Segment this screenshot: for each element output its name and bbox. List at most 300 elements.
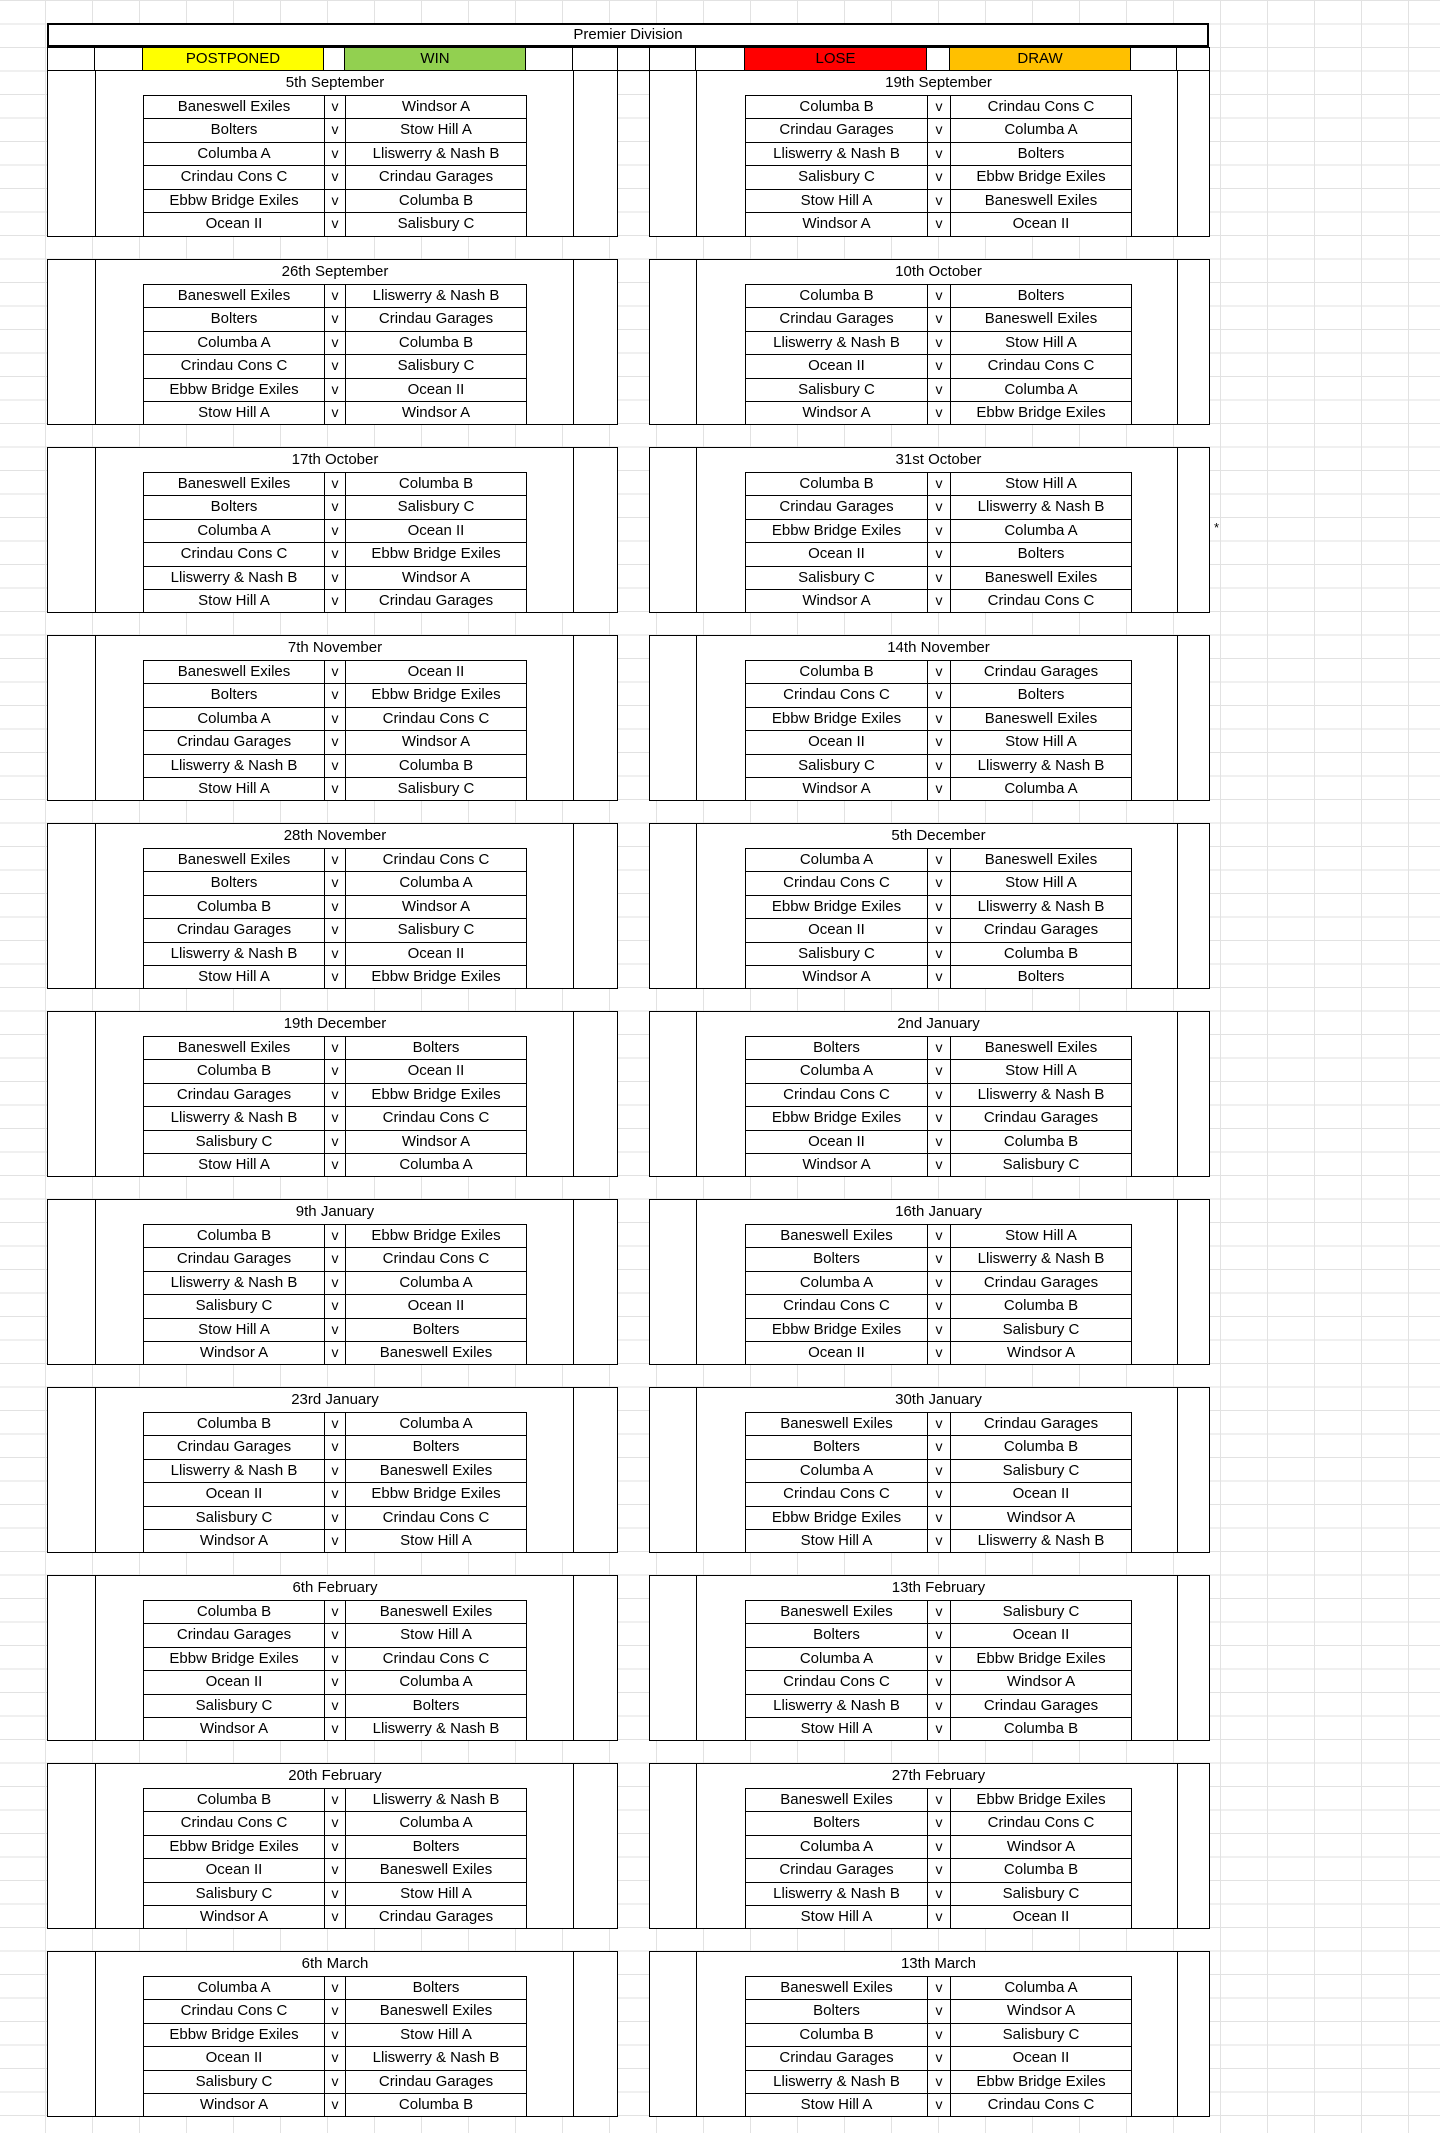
home-team: Lliswerry & Nash B xyxy=(773,333,900,351)
fixture-block xyxy=(47,1199,618,1365)
match-row xyxy=(48,1670,619,1693)
away-team: Baneswell Exiles xyxy=(379,1461,493,1479)
versus-marker: v xyxy=(331,191,339,208)
versus-marker: v xyxy=(935,2096,943,2112)
away-team: Salisbury C xyxy=(397,921,475,938)
versus-marker: v xyxy=(331,2049,339,2065)
home-team: Crindau Cons C xyxy=(783,686,890,703)
versus-marker: v xyxy=(331,333,339,350)
versus-marker: v xyxy=(331,568,339,585)
home-team: Ebbw Bridge Exiles xyxy=(169,2025,299,2043)
versus-marker: v xyxy=(935,2002,943,2018)
home-team: Ebbw Bridge Exiles xyxy=(169,380,299,398)
away-team: Ebbw Bridge Exiles xyxy=(976,168,1106,185)
away-team: Bolters xyxy=(412,1696,460,1714)
home-team: Ocean II xyxy=(205,1673,263,1690)
versus-marker: v xyxy=(935,1649,943,1666)
match-row xyxy=(650,118,1211,141)
match-row xyxy=(48,1059,619,1082)
away-team: Bolters xyxy=(412,1837,460,1855)
home-team: Ebbw Bridge Exiles xyxy=(169,1649,299,1667)
versus-marker: v xyxy=(935,474,943,491)
away-team: Lliswerry & Nash B xyxy=(977,1532,1105,1549)
match-row xyxy=(650,472,1211,495)
match-row xyxy=(650,1670,1211,1693)
home-team: Crindau Garages xyxy=(176,1438,292,1455)
home-team: Ocean II xyxy=(808,921,865,938)
versus-marker: v xyxy=(935,1696,943,1713)
versus-marker: v xyxy=(935,1109,943,1125)
versus-marker: v xyxy=(331,380,339,397)
away-team: Columba B xyxy=(1003,1438,1079,1455)
match-row xyxy=(48,1224,619,1247)
match-row xyxy=(48,2070,619,2093)
match-row xyxy=(650,1036,1211,1059)
home-team: Windsor A xyxy=(802,215,871,232)
match-row xyxy=(48,142,619,165)
away-team: Columba A xyxy=(1004,1978,1078,1996)
legend-spacer xyxy=(695,47,745,71)
fixture-date: 5th December xyxy=(891,827,986,844)
match-row xyxy=(48,942,619,965)
versus-marker: v xyxy=(331,498,339,514)
home-team: Lliswerry & Nash B xyxy=(773,2072,900,2090)
match-row xyxy=(650,95,1211,118)
home-team: Crindau Cons C xyxy=(180,2002,288,2019)
match-row xyxy=(48,1976,619,1999)
away-team: Windsor A xyxy=(1006,1837,1076,1855)
versus-marker: v xyxy=(935,498,943,514)
home-team: Bolters xyxy=(210,686,258,703)
versus-marker: v xyxy=(331,1297,339,1313)
match-row xyxy=(48,1294,619,1317)
versus-marker: v xyxy=(331,1884,339,1901)
versus-marker: v xyxy=(331,709,339,726)
away-team: Baneswell Exiles xyxy=(379,1602,493,1620)
away-team: Baneswell Exiles xyxy=(984,709,1098,727)
versus-marker: v xyxy=(935,1790,943,1807)
match-row xyxy=(650,1694,1211,1717)
away-team: Columba A xyxy=(1004,380,1078,398)
match-row xyxy=(48,2023,619,2046)
match-row xyxy=(650,1600,1211,1623)
home-team: Crindau Garages xyxy=(176,1085,292,1103)
versus-marker: v xyxy=(935,97,943,114)
home-team: Baneswell Exiles xyxy=(177,286,291,304)
home-team: Baneswell Exiles xyxy=(177,850,291,868)
away-team: Columba B xyxy=(398,474,474,492)
match-row xyxy=(650,1294,1211,1317)
versus-marker: v xyxy=(935,780,943,796)
versus-marker: v xyxy=(935,191,943,208)
versus-marker: v xyxy=(935,1884,943,1901)
home-team: Columba B xyxy=(799,2025,874,2043)
away-team: Baneswell Exiles xyxy=(984,850,1098,868)
match-row xyxy=(48,1153,619,1176)
home-team: Stow Hill A xyxy=(198,404,270,421)
away-team: Bolters xyxy=(1017,686,1065,703)
away-team: Stow Hill A xyxy=(1005,474,1077,492)
home-team: Ocean II xyxy=(808,357,865,374)
match-row xyxy=(650,401,1211,424)
away-team: Crindau Cons C xyxy=(382,1250,490,1267)
home-team: Windsor A xyxy=(802,404,871,421)
away-team: Baneswell Exiles xyxy=(379,1861,493,1878)
away-team: Ocean II xyxy=(407,1062,465,1079)
versus-marker: v xyxy=(935,1626,943,1642)
away-team: Columba A xyxy=(399,1273,473,1291)
away-team: Lliswerry & Nash B xyxy=(372,286,500,304)
home-team: Salisbury C xyxy=(195,1884,273,1902)
versus-marker: v xyxy=(331,1673,339,1689)
note-asterisk: * xyxy=(1214,520,1220,535)
match-row xyxy=(48,683,619,706)
home-team: Bolters xyxy=(813,1814,860,1831)
legend-postponed: POSTPONED xyxy=(142,47,324,71)
match-row xyxy=(48,965,619,988)
versus-marker: v xyxy=(935,921,943,937)
away-team: Windsor A xyxy=(401,733,471,750)
match-row xyxy=(48,1882,619,1905)
versus-marker: v xyxy=(331,874,339,890)
versus-marker: v xyxy=(935,1414,943,1431)
fixture-block xyxy=(649,1951,1210,2117)
versus-marker: v xyxy=(331,121,339,137)
home-team: Bolters xyxy=(813,1626,860,1643)
away-team: Columba A xyxy=(1004,121,1078,138)
legend-spacer xyxy=(94,47,143,71)
fixture-date: 9th January xyxy=(295,1203,375,1220)
home-team: Ebbw Bridge Exiles xyxy=(771,521,902,539)
away-team: Crindau Garages xyxy=(378,168,494,185)
match-row xyxy=(48,754,619,777)
home-team: Columba A xyxy=(197,333,271,351)
away-team: Crindau Cons C xyxy=(987,1814,1095,1831)
away-team: Crindau Garages xyxy=(983,662,1099,680)
versus-marker: v xyxy=(331,1790,339,1807)
versus-marker: v xyxy=(935,1250,943,1266)
away-team: Crindau Garages xyxy=(378,310,494,327)
versus-marker: v xyxy=(331,357,339,373)
home-team: Crindau Cons C xyxy=(783,1085,890,1103)
versus-marker: v xyxy=(935,1156,943,1172)
away-team: Windsor A xyxy=(401,897,471,915)
away-team: Crindau Garages xyxy=(378,2072,494,2090)
away-team: Crindau Garages xyxy=(983,1696,1099,1714)
versus-marker: v xyxy=(331,1226,339,1243)
home-team: Crindau Garages xyxy=(176,733,292,750)
away-team: Windsor A xyxy=(401,404,471,421)
versus-marker: v xyxy=(331,1837,339,1854)
versus-marker: v xyxy=(935,404,943,420)
home-team: Windsor A xyxy=(199,1720,269,1737)
versus-marker: v xyxy=(331,1273,339,1290)
home-team: Stow Hill A xyxy=(800,1908,873,1925)
away-team: Columba B xyxy=(398,2096,474,2113)
home-team: Salisbury C xyxy=(195,1297,273,1314)
versus-marker: v xyxy=(331,1626,339,1642)
home-team: Baneswell Exiles xyxy=(177,662,291,680)
match-row xyxy=(650,1153,1211,1176)
match-row xyxy=(650,942,1211,965)
match-row xyxy=(650,895,1211,918)
match-row xyxy=(48,1459,619,1482)
away-team: Salisbury C xyxy=(1002,1461,1080,1479)
away-team: Lliswerry & Nash B xyxy=(372,144,500,162)
match-row xyxy=(650,1412,1211,1435)
match-row xyxy=(650,683,1211,706)
fixture-block xyxy=(47,1575,618,1741)
away-team: Bolters xyxy=(412,1038,460,1056)
versus-marker: v xyxy=(331,2072,339,2089)
versus-marker: v xyxy=(935,568,943,585)
versus-marker: v xyxy=(331,1861,339,1877)
away-team: Ebbw Bridge Exiles xyxy=(371,686,501,703)
match-row xyxy=(48,1811,619,1834)
match-row xyxy=(650,331,1211,354)
home-team: Ebbw Bridge Exiles xyxy=(771,1109,902,1126)
away-team: Lliswerry & Nash B xyxy=(977,1250,1105,1267)
away-team: Columba A xyxy=(1004,780,1078,797)
match-row xyxy=(650,495,1211,518)
away-team: Crindau Cons C xyxy=(987,2096,1095,2113)
versus-marker: v xyxy=(935,1508,943,1525)
home-team: Ebbw Bridge Exiles xyxy=(169,191,299,209)
match-row xyxy=(650,1529,1211,1552)
away-team: Ocean II xyxy=(1012,215,1070,232)
versus-marker: v xyxy=(331,733,339,749)
home-team: Stow Hill A xyxy=(800,191,873,209)
versus-marker: v xyxy=(331,1532,339,1548)
match-row xyxy=(650,212,1211,235)
versus-marker: v xyxy=(935,709,943,726)
match-row xyxy=(48,1600,619,1623)
versus-marker: v xyxy=(331,404,339,420)
home-team: Columba A xyxy=(799,1461,874,1479)
away-team: Stow Hill A xyxy=(400,1884,472,1902)
home-team: Lliswerry & Nash B xyxy=(773,1884,900,1902)
home-team: Crindau Garages xyxy=(779,1861,894,1878)
match-row xyxy=(650,1835,1211,1858)
match-row xyxy=(650,1999,1211,2022)
match-row xyxy=(650,1341,1211,1364)
match-row xyxy=(650,1247,1211,1270)
home-team: Bolters xyxy=(813,1038,860,1056)
versus-marker: v xyxy=(935,1908,943,1924)
match-row xyxy=(650,660,1211,683)
home-team: Baneswell Exiles xyxy=(177,97,291,115)
match-row xyxy=(650,2046,1211,2069)
fixture-block xyxy=(47,1951,618,2117)
home-team: Salisbury C xyxy=(798,380,875,398)
away-team: Stow Hill A xyxy=(1005,874,1077,891)
away-team: Crindau Cons C xyxy=(987,592,1095,609)
fixture-block xyxy=(47,71,618,237)
home-team: Crindau Cons C xyxy=(783,1297,890,1314)
versus-marker: v xyxy=(935,1085,943,1102)
away-team: Salisbury C xyxy=(397,357,475,374)
home-team: Windsor A xyxy=(802,592,871,609)
legend-lose: LOSE xyxy=(744,47,927,71)
match-row xyxy=(650,730,1211,753)
versus-marker: v xyxy=(935,1226,943,1243)
away-team: Crindau Cons C xyxy=(987,357,1095,374)
legend-spacer xyxy=(1176,47,1210,71)
home-team: Ocean II xyxy=(205,215,263,232)
away-team: Baneswell Exiles xyxy=(379,2002,493,2019)
away-team: Stow Hill A xyxy=(400,121,472,138)
home-team: Baneswell Exiles xyxy=(780,1790,893,1808)
away-team: Lliswerry & Nash B xyxy=(977,897,1105,915)
fixture-block xyxy=(649,1387,1210,1553)
fixture-date: 14th November xyxy=(887,639,990,656)
match-row xyxy=(48,707,619,730)
home-team: Bolters xyxy=(210,498,258,515)
match-row xyxy=(650,1976,1211,1999)
home-team: Columba B xyxy=(196,1226,272,1244)
home-team: Columba A xyxy=(799,1062,874,1079)
match-row xyxy=(48,2093,619,2116)
fixture-date: 6th March xyxy=(301,1955,369,1972)
home-team: Stow Hill A xyxy=(198,968,270,985)
versus-marker: v xyxy=(935,2025,943,2042)
match-row xyxy=(48,1858,619,1881)
versus-marker: v xyxy=(331,1250,339,1266)
versus-marker: v xyxy=(331,1132,339,1149)
away-team: Salisbury C xyxy=(397,498,475,515)
legend-spacer xyxy=(617,47,650,71)
home-team: Stow Hill A xyxy=(198,1320,270,1338)
fixture-block xyxy=(649,1199,1210,1365)
home-team: Crindau Garages xyxy=(176,1250,292,1267)
home-team: Salisbury C xyxy=(195,1508,273,1526)
away-team: Ebbw Bridge Exiles xyxy=(371,545,501,562)
versus-marker: v xyxy=(935,1485,943,1501)
match-row xyxy=(650,1271,1211,1294)
match-row xyxy=(48,165,619,188)
away-team: Ebbw Bridge Exiles xyxy=(371,1485,501,1502)
away-team: Columba A xyxy=(399,1673,473,1690)
match-row xyxy=(48,401,619,424)
home-team: Stow Hill A xyxy=(800,1720,873,1737)
match-row xyxy=(650,142,1211,165)
away-team: Columba A xyxy=(1004,521,1078,539)
away-team: Salisbury C xyxy=(1002,2025,1080,2043)
home-team: Lliswerry & Nash B xyxy=(170,944,298,962)
match-row xyxy=(650,1106,1211,1129)
versus-marker: v xyxy=(935,1344,943,1360)
legend-spacer xyxy=(649,47,696,71)
home-team: Lliswerry & Nash B xyxy=(170,1273,298,1291)
versus-marker: v xyxy=(331,1814,339,1830)
versus-marker: v xyxy=(935,1673,943,1689)
match-row xyxy=(650,2093,1211,2116)
away-team: Windsor A xyxy=(401,1132,471,1150)
match-row xyxy=(48,566,619,589)
match-row xyxy=(650,1882,1211,1905)
versus-marker: v xyxy=(935,215,943,231)
versus-marker: v xyxy=(331,1978,339,1995)
fixture-date: 19th December xyxy=(283,1015,387,1032)
versus-marker: v xyxy=(331,310,339,326)
match-row xyxy=(48,284,619,307)
match-row xyxy=(48,1999,619,2022)
versus-marker: v xyxy=(935,380,943,397)
fixture-date: 26th September xyxy=(281,263,389,280)
match-row xyxy=(48,895,619,918)
away-team: Ocean II xyxy=(1012,1908,1070,1925)
match-row xyxy=(48,354,619,377)
match-row xyxy=(48,1905,619,1928)
versus-marker: v xyxy=(935,733,943,749)
versus-marker: v xyxy=(331,921,339,937)
fixture-block xyxy=(649,635,1210,801)
away-team: Columba B xyxy=(398,756,474,774)
away-team: Salisbury C xyxy=(397,780,475,797)
match-row xyxy=(48,660,619,683)
home-team: Columba A xyxy=(197,521,271,539)
match-row xyxy=(650,1858,1211,1881)
home-team: Salisbury C xyxy=(798,168,875,185)
fixture-date: 19th September xyxy=(885,74,992,91)
home-team: Bolters xyxy=(210,121,258,138)
versus-marker: v xyxy=(935,850,943,867)
away-team: Columba B xyxy=(1003,1861,1079,1878)
match-row xyxy=(650,965,1211,988)
match-row xyxy=(48,777,619,800)
away-team: Crindau Cons C xyxy=(382,1649,490,1667)
away-team: Ocean II xyxy=(1012,2049,1070,2066)
versus-marker: v xyxy=(331,2025,339,2042)
versus-marker: v xyxy=(935,1062,943,1078)
home-team: Ocean II xyxy=(205,2049,263,2066)
legend-spacer xyxy=(572,47,618,71)
home-team: Windsor A xyxy=(802,1156,871,1173)
match-row xyxy=(48,918,619,941)
match-row xyxy=(650,378,1211,401)
versus-marker: v xyxy=(935,1861,943,1877)
match-row xyxy=(48,1482,619,1505)
versus-marker: v xyxy=(935,1297,943,1313)
match-row xyxy=(48,331,619,354)
versus-marker: v xyxy=(331,2002,339,2018)
away-team: Windsor A xyxy=(1006,1673,1076,1690)
home-team: Crindau Garages xyxy=(779,498,894,515)
away-team: Ebbw Bridge Exiles xyxy=(371,968,501,985)
home-team: Lliswerry & Nash B xyxy=(170,568,298,586)
home-team: Salisbury C xyxy=(195,1132,273,1150)
fixture-date: 31st October xyxy=(895,451,982,468)
match-row xyxy=(650,1083,1211,1106)
home-team: Crindau Garages xyxy=(779,2049,894,2066)
away-team: Crindau Garages xyxy=(378,592,494,609)
versus-marker: v xyxy=(331,1696,339,1713)
fixture-block xyxy=(649,71,1210,237)
versus-marker: v xyxy=(331,2096,339,2112)
away-team: Windsor A xyxy=(1006,2002,1076,2019)
versus-marker: v xyxy=(935,144,943,161)
away-team: Lliswerry & Nash B xyxy=(977,756,1105,774)
match-row xyxy=(48,1788,619,1811)
versus-marker: v xyxy=(331,1649,339,1666)
versus-marker: v xyxy=(935,168,943,184)
away-team: Ocean II xyxy=(1012,1485,1070,1502)
match-row xyxy=(48,730,619,753)
versus-marker: v xyxy=(331,1062,339,1078)
versus-marker: v xyxy=(935,662,943,679)
versus-marker: v xyxy=(935,2072,943,2089)
home-team: Columba A xyxy=(197,144,271,162)
